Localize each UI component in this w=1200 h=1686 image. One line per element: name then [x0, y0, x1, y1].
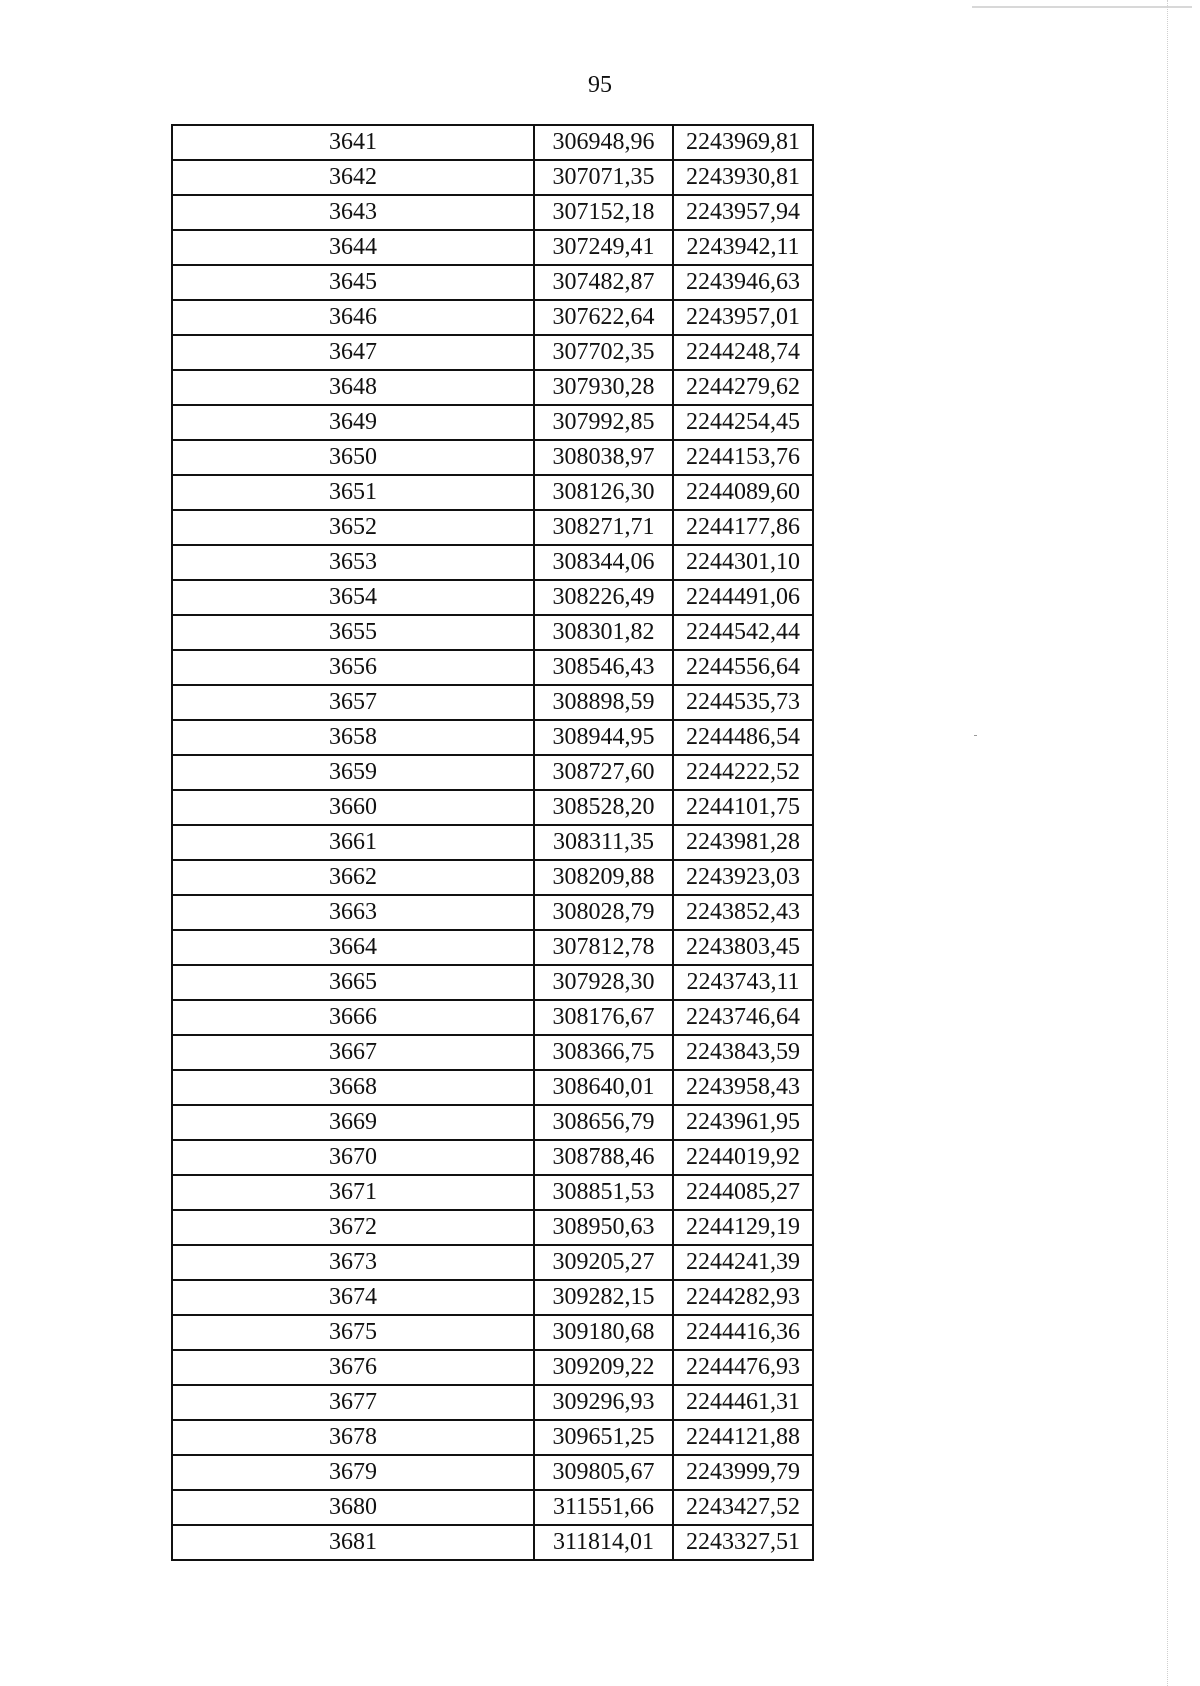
x-coordinate-cell: 306948,96 [534, 125, 673, 160]
y-coordinate-cell: 2243981,28 [673, 825, 813, 860]
table-row [172, 1315, 813, 1350]
table-row [172, 230, 813, 265]
point-number-cell: 3664 [172, 930, 534, 965]
y-coordinate-cell: 2244491,06 [673, 580, 813, 615]
y-coordinate-cell: 2243930,81 [673, 160, 813, 195]
point-number-cell: 3670 [172, 1140, 534, 1175]
point-number-cell: 3666 [172, 1000, 534, 1035]
y-coordinate-cell: 2243852,43 [673, 895, 813, 930]
point-number-cell: 3656 [172, 650, 534, 685]
x-coordinate-cell: 308950,63 [534, 1210, 673, 1245]
point-number-cell: 3677 [172, 1385, 534, 1420]
point-number-cell: 3659 [172, 755, 534, 790]
x-coordinate-cell: 308126,30 [534, 475, 673, 510]
table-row [172, 1385, 813, 1420]
x-coordinate-cell: 307928,30 [534, 965, 673, 1000]
table-row [172, 195, 813, 230]
x-coordinate-cell: 308176,67 [534, 1000, 673, 1035]
x-coordinate-cell: 308851,53 [534, 1175, 673, 1210]
table-row [172, 790, 813, 825]
y-coordinate-cell: 2243923,03 [673, 860, 813, 895]
x-coordinate-cell: 308528,20 [534, 790, 673, 825]
point-number-cell: 3665 [172, 965, 534, 1000]
y-coordinate-cell: 2243946,63 [673, 265, 813, 300]
x-coordinate-cell: 307812,78 [534, 930, 673, 965]
y-coordinate-cell: 2244121,88 [673, 1420, 813, 1455]
point-number-cell: 3654 [172, 580, 534, 615]
x-coordinate-cell: 307622,64 [534, 300, 673, 335]
x-coordinate-cell: 307992,85 [534, 405, 673, 440]
point-number-cell: 3669 [172, 1105, 534, 1140]
point-number-cell: 3641 [172, 125, 534, 160]
table-row [172, 1175, 813, 1210]
x-coordinate-cell: 309805,67 [534, 1455, 673, 1490]
x-coordinate-cell: 307152,18 [534, 195, 673, 230]
y-coordinate-cell: 2244282,93 [673, 1280, 813, 1315]
scan-artifact-top [972, 6, 1192, 8]
y-coordinate-cell: 2243942,11 [673, 230, 813, 265]
point-number-cell: 3679 [172, 1455, 534, 1490]
point-number-cell: 3657 [172, 685, 534, 720]
y-coordinate-cell: 2244476,93 [673, 1350, 813, 1385]
y-coordinate-cell: 2244535,73 [673, 685, 813, 720]
y-coordinate-cell: 2243957,94 [673, 195, 813, 230]
scan-artifact-dot [974, 735, 977, 736]
point-number-cell: 3661 [172, 825, 534, 860]
point-number-cell: 3673 [172, 1245, 534, 1280]
x-coordinate-cell: 308344,06 [534, 545, 673, 580]
x-coordinate-cell: 308727,60 [534, 755, 673, 790]
y-coordinate-cell: 2244542,44 [673, 615, 813, 650]
y-coordinate-cell: 2243957,01 [673, 300, 813, 335]
y-coordinate-cell: 2244416,36 [673, 1315, 813, 1350]
x-coordinate-cell: 308301,82 [534, 615, 673, 650]
x-coordinate-cell: 308546,43 [534, 650, 673, 685]
table-row [172, 1035, 813, 1070]
table-row [172, 475, 813, 510]
table-row [172, 965, 813, 1000]
table-row [172, 860, 813, 895]
x-coordinate-cell: 309180,68 [534, 1315, 673, 1350]
page-number: 95 [588, 72, 612, 98]
table-row [172, 510, 813, 545]
x-coordinate-cell: 308898,59 [534, 685, 673, 720]
point-number-cell: 3652 [172, 510, 534, 545]
y-coordinate-cell: 2244486,54 [673, 720, 813, 755]
point-number-cell: 3672 [172, 1210, 534, 1245]
x-coordinate-cell: 309209,22 [534, 1350, 673, 1385]
coordinates-table [171, 124, 814, 1561]
y-coordinate-cell: 2243746,64 [673, 1000, 813, 1035]
table-row [172, 160, 813, 195]
coordinates-table-body [172, 125, 813, 1560]
point-number-cell: 3671 [172, 1175, 534, 1210]
point-number-cell: 3650 [172, 440, 534, 475]
x-coordinate-cell: 307930,28 [534, 370, 673, 405]
y-coordinate-cell: 2243803,45 [673, 930, 813, 965]
table-row [172, 1350, 813, 1385]
x-coordinate-cell: 309296,93 [534, 1385, 673, 1420]
point-number-cell: 3649 [172, 405, 534, 440]
table-row [172, 1420, 813, 1455]
table-row [172, 1525, 813, 1560]
y-coordinate-cell: 2244177,86 [673, 510, 813, 545]
x-coordinate-cell: 311814,01 [534, 1525, 673, 1560]
table-row [172, 370, 813, 405]
point-number-cell: 3643 [172, 195, 534, 230]
table-row [172, 440, 813, 475]
point-number-cell: 3681 [172, 1525, 534, 1560]
point-number-cell: 3674 [172, 1280, 534, 1315]
point-number-cell: 3642 [172, 160, 534, 195]
table-row [172, 1070, 813, 1105]
x-coordinate-cell: 307482,87 [534, 265, 673, 300]
x-coordinate-cell: 307249,41 [534, 230, 673, 265]
point-number-cell: 3658 [172, 720, 534, 755]
x-coordinate-cell: 308311,35 [534, 825, 673, 860]
y-coordinate-cell: 2244254,45 [673, 405, 813, 440]
table-row [172, 1000, 813, 1035]
point-number-cell: 3675 [172, 1315, 534, 1350]
x-coordinate-cell: 309651,25 [534, 1420, 673, 1455]
y-coordinate-cell: 2244241,39 [673, 1245, 813, 1280]
point-number-cell: 3680 [172, 1490, 534, 1525]
point-number-cell: 3676 [172, 1350, 534, 1385]
table-row [172, 930, 813, 965]
table-row [172, 1210, 813, 1245]
y-coordinate-cell: 2244085,27 [673, 1175, 813, 1210]
table-row [172, 1455, 813, 1490]
table-row [172, 755, 813, 790]
table-row [172, 580, 813, 615]
y-coordinate-cell: 2244279,62 [673, 370, 813, 405]
point-number-cell: 3660 [172, 790, 534, 825]
point-number-cell: 3645 [172, 265, 534, 300]
table-row [172, 895, 813, 930]
point-number-cell: 3663 [172, 895, 534, 930]
table-row [172, 615, 813, 650]
point-number-cell: 3668 [172, 1070, 534, 1105]
x-coordinate-cell: 308226,49 [534, 580, 673, 615]
x-coordinate-cell: 307702,35 [534, 335, 673, 370]
x-coordinate-cell: 311551,66 [534, 1490, 673, 1525]
x-coordinate-cell: 308366,75 [534, 1035, 673, 1070]
y-coordinate-cell: 2243743,11 [673, 965, 813, 1000]
x-coordinate-cell: 308271,71 [534, 510, 673, 545]
y-coordinate-cell: 2243969,81 [673, 125, 813, 160]
y-coordinate-cell: 2244248,74 [673, 335, 813, 370]
x-coordinate-cell: 308028,79 [534, 895, 673, 930]
x-coordinate-cell: 309205,27 [534, 1245, 673, 1280]
point-number-cell: 3667 [172, 1035, 534, 1070]
point-number-cell: 3648 [172, 370, 534, 405]
y-coordinate-cell: 2243961,95 [673, 1105, 813, 1140]
point-number-cell: 3644 [172, 230, 534, 265]
scan-artifact-edge [1167, 0, 1200, 1686]
table-row [172, 825, 813, 860]
x-coordinate-cell: 308944,95 [534, 720, 673, 755]
table-row [172, 1245, 813, 1280]
point-number-cell: 3647 [172, 335, 534, 370]
x-coordinate-cell: 308656,79 [534, 1105, 673, 1140]
x-coordinate-cell: 307071,35 [534, 160, 673, 195]
table-row [172, 650, 813, 685]
y-coordinate-cell: 2244222,52 [673, 755, 813, 790]
point-number-cell: 3662 [172, 860, 534, 895]
point-number-cell: 3646 [172, 300, 534, 335]
y-coordinate-cell: 2243843,59 [673, 1035, 813, 1070]
x-coordinate-cell: 309282,15 [534, 1280, 673, 1315]
y-coordinate-cell: 2243999,79 [673, 1455, 813, 1490]
y-coordinate-cell: 2244101,75 [673, 790, 813, 825]
y-coordinate-cell: 2244153,76 [673, 440, 813, 475]
y-coordinate-cell: 2244129,19 [673, 1210, 813, 1245]
y-coordinate-cell: 2244556,64 [673, 650, 813, 685]
table-row [172, 1280, 813, 1315]
table-row [172, 300, 813, 335]
y-coordinate-cell: 2243427,52 [673, 1490, 813, 1525]
point-number-cell: 3655 [172, 615, 534, 650]
point-number-cell: 3678 [172, 1420, 534, 1455]
x-coordinate-cell: 308038,97 [534, 440, 673, 475]
y-coordinate-cell: 2243327,51 [673, 1525, 813, 1560]
table-row [172, 1105, 813, 1140]
point-number-cell: 3651 [172, 475, 534, 510]
table-row [172, 125, 813, 160]
y-coordinate-cell: 2243958,43 [673, 1070, 813, 1105]
table-row [172, 685, 813, 720]
table-row [172, 335, 813, 370]
table-row [172, 1140, 813, 1175]
x-coordinate-cell: 308640,01 [534, 1070, 673, 1105]
y-coordinate-cell: 2244089,60 [673, 475, 813, 510]
y-coordinate-cell: 2244301,10 [673, 545, 813, 580]
table-row [172, 1490, 813, 1525]
table-row [172, 720, 813, 755]
point-number-cell: 3653 [172, 545, 534, 580]
y-coordinate-cell: 2244461,31 [673, 1385, 813, 1420]
table-row [172, 265, 813, 300]
y-coordinate-cell: 2244019,92 [673, 1140, 813, 1175]
table-row [172, 545, 813, 580]
x-coordinate-cell: 308788,46 [534, 1140, 673, 1175]
table-row [172, 405, 813, 440]
x-coordinate-cell: 308209,88 [534, 860, 673, 895]
